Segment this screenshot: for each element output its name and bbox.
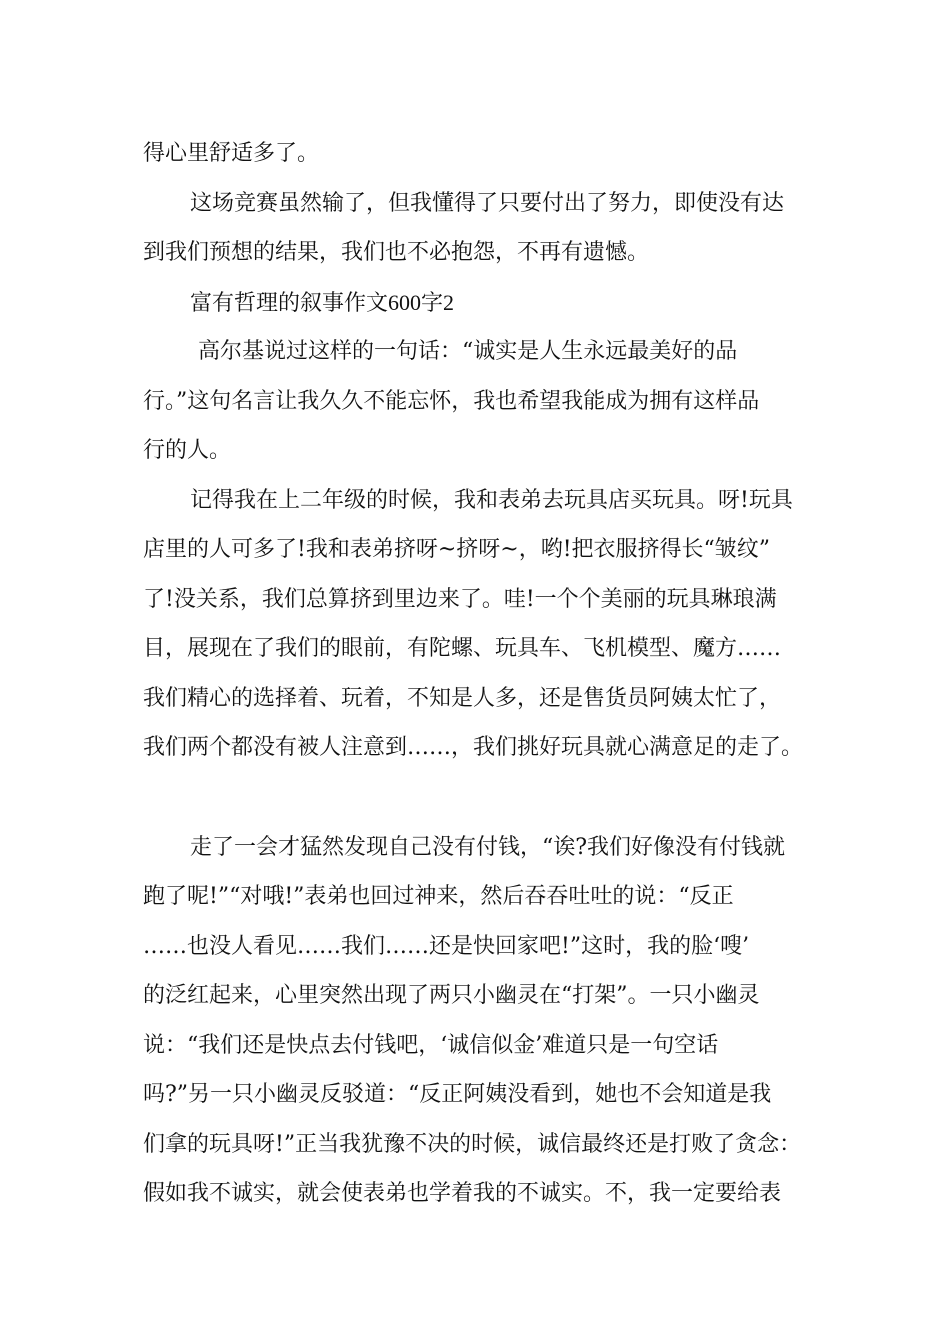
paragraph-line: 假如我不诚实，就会使表弟也学着我的不诚实。不，我一定要给表 [143,1181,782,1206]
paragraph-gap [143,773,833,823]
paragraph-line: 我们精心的选择着、玩着，不知是人多，还是售货员阿姨太忙了， [143,685,782,711]
paragraph-line: 得心里舒适多了。 [143,141,320,166]
paragraph-line: 的泛红起来，心里突然出现了两只小幽灵在“打架”。一只小幽灵 [143,983,760,1008]
paragraph-line: 这场竞赛虽然输了，但我懂得了只要付出了努力，即使没有达 [190,190,785,216]
section-title: 富有哲理的叙事作文600字2 [190,289,455,315]
paragraph-line: 吗?”另一只小幽灵反驳道：“反正阿姨没看到，她也不会知道是我 [143,1082,772,1107]
document-body [143,129,833,1219]
paragraph-line: 高尔基说过这样的一句话：“诚实是人生永远最美好的品 [198,339,738,364]
paragraph-line: 我们两个都没有被人注意到……，我们挑好玩具就心满意足的走了。 [143,735,804,760]
paragraph-line: 跑了呢!”“对哦!”表弟也回过神来，然后吞吞吐吐的说：“反正 [143,884,734,909]
paragraph-line: 行。”这句名言让我久久不能忘怀，我也希望我能成为拥有这样品 [143,388,760,414]
paragraph-line: 记得我在上二年级的时候，我和表弟去玩具店买玩具。呀!玩具 [190,487,793,513]
paragraph-line: 说：“我们还是快点去付钱吧，‘诚信似金’难道只是一句空话 [143,1032,719,1058]
paragraph-line: ……也没人看见……我们……还是快回家吧!”这时，我的脸‘嗖’ [143,933,750,959]
paragraph-line: 走了一会才猛然发现自己没有付钱，“诶?我们好像没有付钱就 [190,834,786,860]
paragraph-line: 到我们预想的结果，我们也不必抱怨，不再有遗憾。 [143,240,650,265]
paragraph-line: 店里的人可多了!我和表弟挤呀~挤呀~，哟!把衣服挤得长“皱纹” [143,537,771,562]
paragraph-line: 行的人。 [143,438,232,463]
paragraph-line: 了!没关系，我们总算挤到里边来了。哇!一个个美丽的玩具琳琅满 [143,586,777,612]
paragraph-line: 目，展现在了我们的眼前，有陀螺、玩具车、飞机模型、魔方…… [143,636,782,661]
paragraph-line: 们拿的玩具呀!”正当我犹豫不决的时候，诚信最终还是打败了贪念： [143,1131,802,1157]
